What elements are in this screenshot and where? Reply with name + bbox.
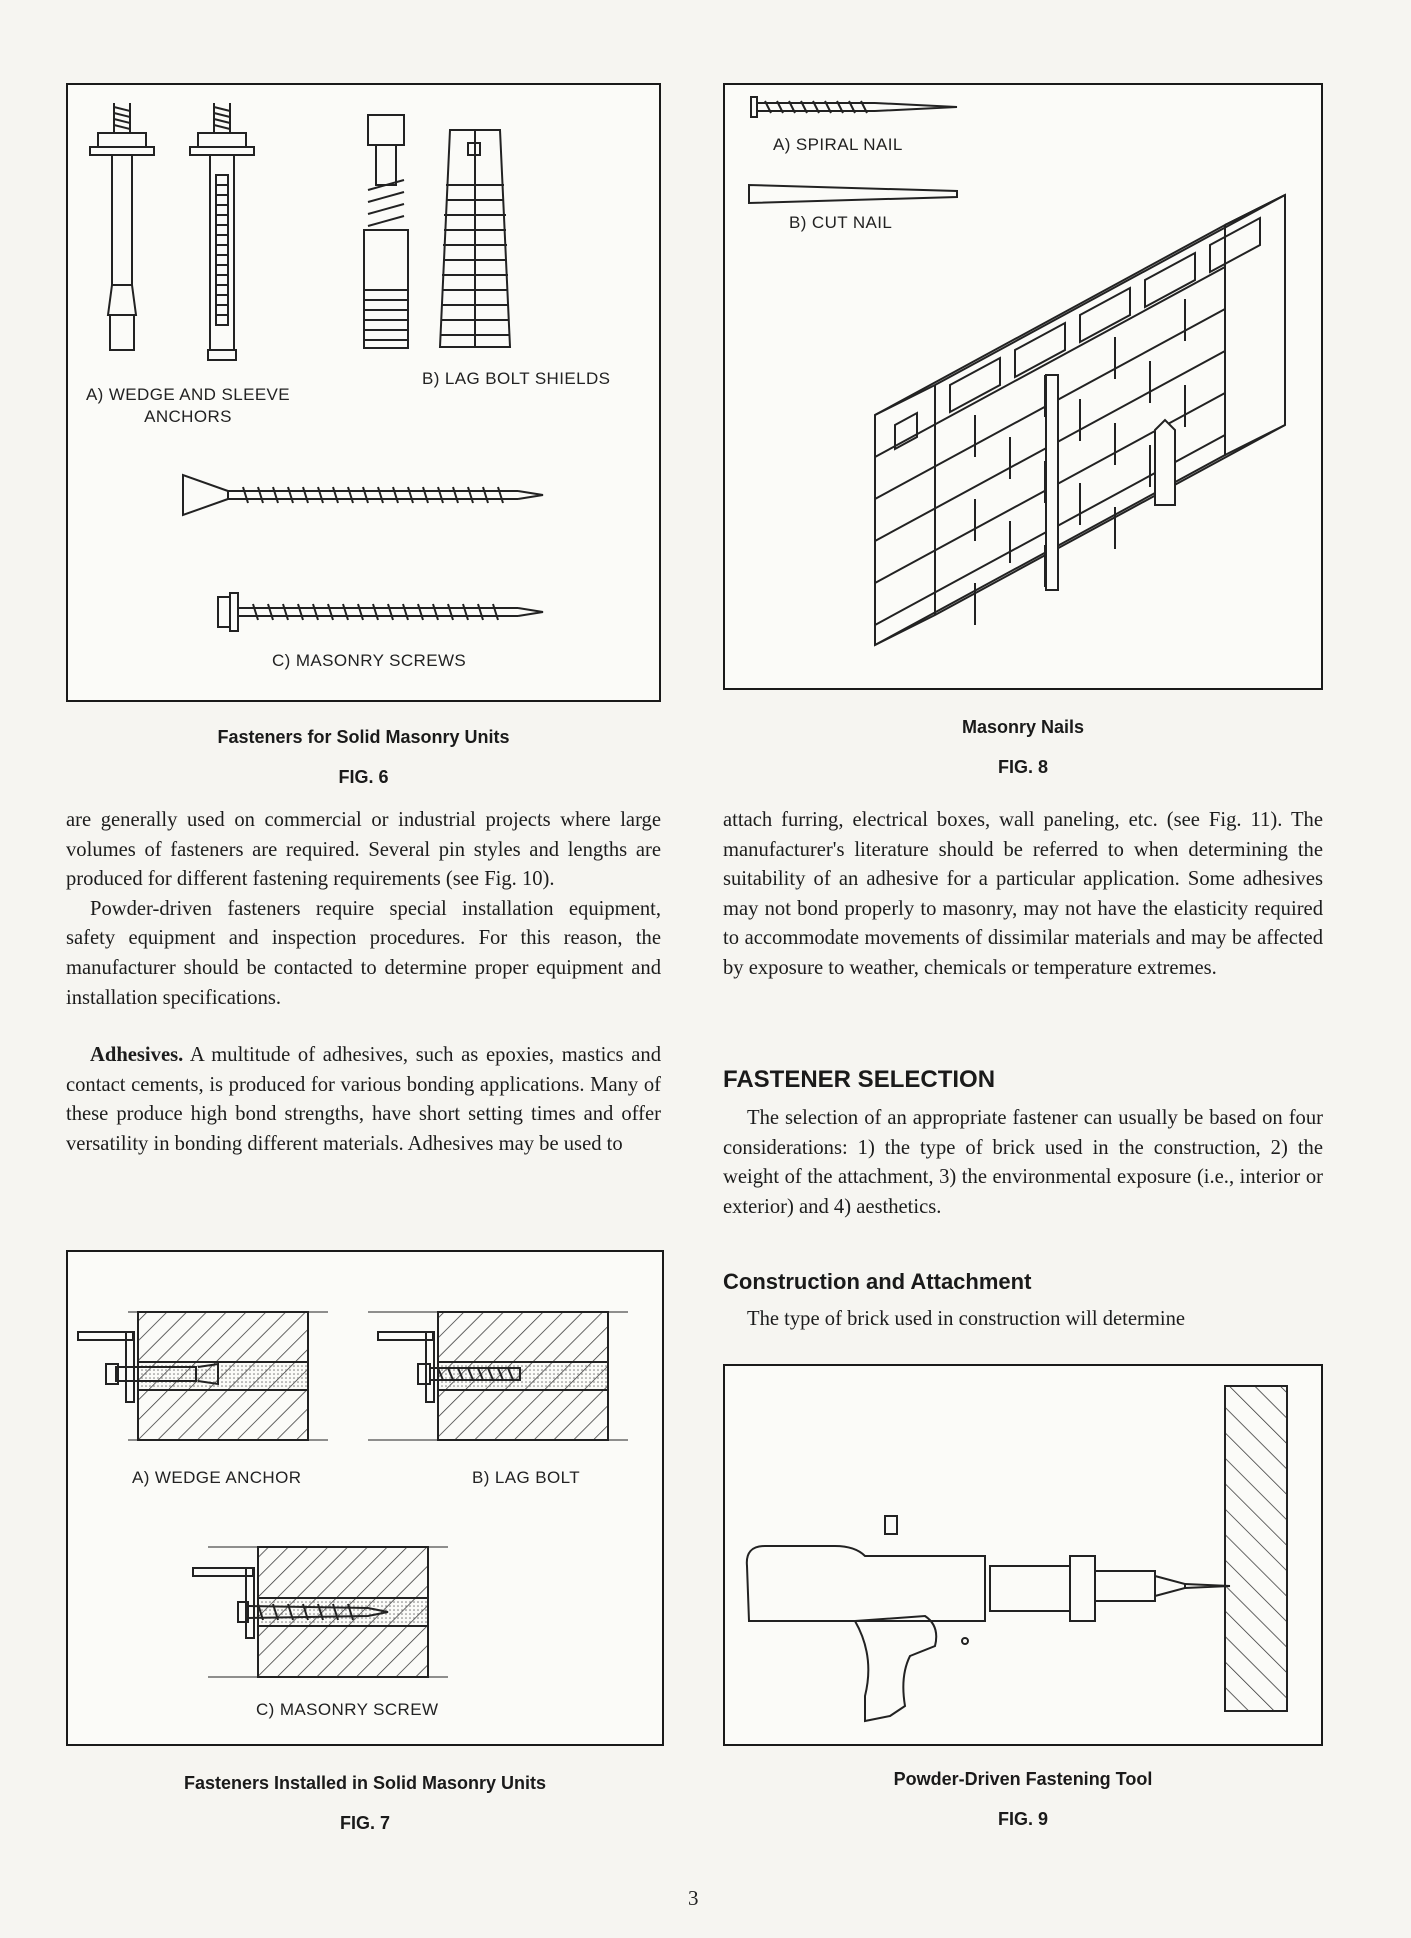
figure-7-frame (66, 1250, 664, 1746)
brick-wall-icon (875, 195, 1285, 645)
figure-6-frame (66, 83, 661, 702)
figure-9-frame (723, 1364, 1323, 1746)
fig7-caption: Fasteners Installed in Solid Masonry Units (183, 1773, 547, 1793)
fastener-selection-heading: FASTENER SELECTION (723, 1066, 996, 1093)
fig8-number: FIG. 8 (997, 757, 1048, 777)
installed-lag-bolt-icon (368, 1312, 628, 1440)
right-column-text-3 (723, 1305, 1323, 1335)
right-column-text-2 (723, 1104, 1323, 1222)
adhesives-heading: Adhesives. (90, 1044, 184, 1067)
sleeve-anchor-icon (190, 103, 254, 360)
spiral-nail-icon (751, 97, 957, 117)
hex-head-masonry-screw-icon (218, 593, 543, 631)
fig6-label-a-line1: A) WEDGE AND SLEEVE (85, 385, 291, 404)
installed-masonry-screw-icon (193, 1547, 448, 1677)
right-column-text-1 (723, 806, 1323, 984)
fig9-illustration (725, 1366, 1321, 1744)
fig6-label-a-line2: ANCHORS (144, 407, 232, 426)
installed-wedge-anchor-icon (78, 1312, 328, 1440)
fig6-label-c: C) MASONRY SCREWS (272, 651, 467, 670)
cut-nail-icon (749, 185, 957, 203)
fig7-number: FIG. 7 (339, 1813, 390, 1833)
adhesives-body: A multitude of adhesives, such as epoxies, mastics and contact cements, is produced for various bonding applications. Many of these produce high bond strengths, have short setting times and offer versatility in bonding different materials. Adhesives may be used to (66, 1044, 661, 1155)
wall-section-icon (1225, 1386, 1287, 1711)
flat-head-masonry-screw-icon (183, 475, 543, 515)
fig7-label-b: B) LAG BOLT (472, 1468, 581, 1487)
left-paragraph-1: are generally used on commercial or industrial projects where large volumes of fasteners are required. Several pin styles and lengths are produced for different fastening requirements (see Fig. 10). (66, 809, 661, 891)
fig8-caption: Masonry Nails (961, 717, 1085, 737)
fig6-caption: Fasteners for Solid Masonry Units (217, 727, 510, 747)
page-number: 3 (688, 1886, 699, 1910)
left-paragraph-2: Powder-driven fasteners require special installation equipment, safety equipment and inspection procedures. For this reason, the manufacturer should be contacted to determine proper equipment and installation specifications. (66, 897, 661, 1009)
right-paragraph-2: The selection of an appropriate fastener can usually be based on four considerations: 1) the type of brick used in the construction, 2) the weight of the attachment, 3) the environmental exposure (i.e., interior or exterior) and 4) aesthetics. (723, 1107, 1323, 1218)
right-paragraph-3: The type of brick used in construction will determine (747, 1308, 1186, 1330)
lag-shield-expanded-icon (440, 130, 510, 347)
fig6-label-b: B) LAG BOLT SHIELDS (422, 369, 611, 388)
fig6-number: FIG. 6 (338, 767, 389, 787)
fig7-label-c: C) MASONRY SCREW (256, 1700, 439, 1719)
fig9-number: FIG. 9 (997, 1809, 1048, 1829)
fig8-label-b: B) CUT NAIL (789, 213, 893, 232)
lag-bolt-shield-icon (364, 115, 408, 348)
fig7-label-a: A) WEDGE ANCHOR (132, 1468, 302, 1487)
fig8-illustration (725, 85, 1321, 688)
right-paragraph-1: attach furring, electrical boxes, wall paneling, etc. (see Fig. 11). The manufacturer's literature should be referred to when determining the suitability of an adhesive for a particular application. Some adhesives may not bond properly to masonry, may not have the elasticity required to accommodate movements of dissimilar materials and may be affected by exposure to weather, chemicals or temperature extremes. (723, 809, 1323, 979)
figure-8-frame (723, 83, 1323, 690)
fig7-illustration (68, 1252, 662, 1744)
left-column-text (66, 806, 661, 1160)
powder-actuated-tool-icon (747, 1516, 1230, 1721)
fig8-label-a: A) SPIRAL NAIL (773, 135, 903, 154)
left-paragraph-3 (66, 1041, 661, 1159)
wedge-anchor-icon (90, 103, 154, 350)
fig9-caption: Powder-Driven Fastening Tool (893, 1769, 1153, 1789)
construction-attachment-heading: Construction and Attachment (723, 1269, 1032, 1294)
